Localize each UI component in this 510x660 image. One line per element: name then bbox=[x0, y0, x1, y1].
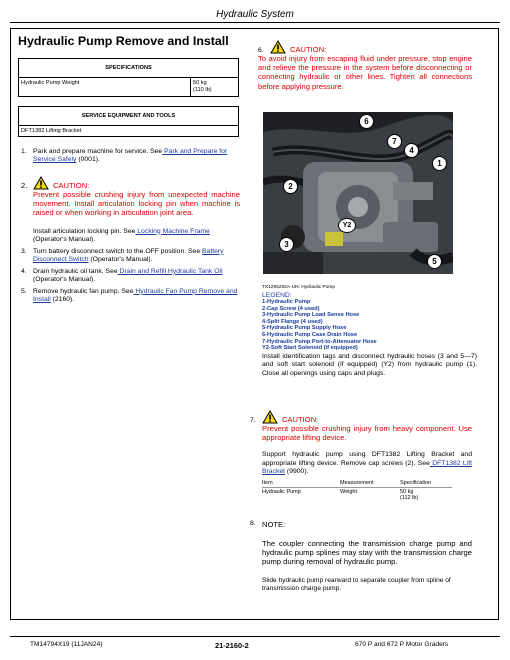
legend-item: 1-Hydraulic Pump bbox=[262, 299, 311, 305]
col-header: Item bbox=[262, 479, 273, 486]
step-3 bbox=[18, 248, 240, 264]
link-drain-refill[interactable]: Drain and Refill Hydraulic Tank Oil bbox=[117, 267, 223, 275]
step-text: Install articulation locking pin. See bbox=[33, 227, 136, 235]
figure-legend-block bbox=[262, 285, 477, 378]
hydraulic-pump-photo bbox=[263, 112, 453, 274]
col-header: Specification bbox=[400, 479, 432, 486]
step-number: 3. bbox=[21, 247, 27, 255]
legend-title: LEGEND: bbox=[262, 292, 292, 299]
link-park-prepare[interactable]: Park and Prepare for Service Safely bbox=[33, 148, 228, 163]
callout-3: 3 bbox=[279, 237, 294, 252]
step-text: Support hydraulic pump using DFT1382 Lifting Bracket and appropriate lifting device. Remove cap screws (2). See bbox=[262, 451, 472, 467]
table-header-row bbox=[262, 479, 452, 488]
footer-page-number: 21-2160-2 bbox=[215, 641, 249, 650]
specifications-heading: SPECIFICATIONS bbox=[19, 59, 238, 78]
header-divider bbox=[10, 22, 500, 23]
legend-item: 4-Split Flange (4 used) bbox=[262, 318, 323, 325]
step-7-text bbox=[250, 451, 472, 476]
step-8-text: Slide hydraulic pump rearward to separate coupler from spline of transmission charge pump. bbox=[262, 576, 451, 593]
legend-item: 6-Hydraulic Pump Case Drain Hose bbox=[262, 331, 358, 338]
link-lift-bracket[interactable]: DFT1382 Lift Bracket bbox=[262, 459, 472, 476]
caution-label: CAUTION: bbox=[290, 45, 327, 54]
legend-item: 7-Hydraulic Pump Port-to-Attenuator Hose bbox=[262, 338, 377, 345]
warning-icon bbox=[270, 40, 286, 54]
callout-4: 4 bbox=[404, 143, 419, 158]
note-text: The coupler connecting the transmission charge pump and hydraulic pump splines may stay with the transmission charge pump during removal of hydraulic pump. bbox=[262, 539, 472, 567]
left-column bbox=[18, 34, 240, 304]
caution-text: Prevent possible crushing injury from unexpected machine movement. Install articulation locking pin when machine is raised or when working in articulation joint area. bbox=[33, 190, 240, 218]
callout-y2: Y2 bbox=[338, 218, 356, 233]
step-text: (9900). bbox=[285, 468, 309, 476]
step-number: 6. bbox=[258, 47, 264, 54]
callout-6: 6 bbox=[359, 114, 374, 129]
tool-label: DFT1382 Lifting Bracket bbox=[21, 128, 82, 134]
step-text: (2160). bbox=[50, 295, 75, 303]
table-row bbox=[19, 78, 238, 96]
step-6-text: Install identification tags and disconnect hydraulic hoses (3 and 5—7) and soft start solenoid (if equipped) (Y2) from hydraulic pump (1). Close all openings using caps and plugs. bbox=[262, 352, 477, 377]
page-title: Hydraulic Pump Remove and Install bbox=[18, 34, 229, 48]
legend-item: 5-Hydraulic Pump Supply Hose bbox=[262, 325, 347, 332]
cell-spec bbox=[400, 487, 452, 502]
step-text: (Operator's Manual). bbox=[33, 275, 96, 283]
col-header: Measurement bbox=[340, 479, 374, 486]
step-text: Turn battery disconnect switch to the OFF position. See bbox=[33, 247, 201, 255]
step-number: 5. bbox=[21, 287, 27, 295]
caution-header bbox=[258, 40, 472, 54]
step-text: Drain hydraulic oil tank. See bbox=[33, 267, 118, 275]
step-5 bbox=[18, 288, 240, 304]
step-number: 4. bbox=[21, 267, 27, 275]
step-1 bbox=[18, 148, 240, 164]
caution-header bbox=[21, 176, 240, 190]
step-7 bbox=[250, 410, 472, 502]
spec-imperial: (112 lb) bbox=[400, 494, 419, 501]
spec-metric: 50 kg bbox=[400, 488, 414, 495]
steps-left bbox=[18, 148, 240, 304]
callout-7: 7 bbox=[387, 134, 402, 149]
step-text: Remove hydraulic fan pump. See bbox=[33, 287, 134, 295]
cell-measurement: Weight bbox=[340, 488, 358, 495]
step-text-block bbox=[33, 228, 240, 244]
caution-label: CAUTION: bbox=[53, 181, 90, 190]
warning-icon bbox=[33, 176, 49, 190]
spec-value bbox=[191, 78, 238, 96]
caution-text: Prevent possible crushing injury from heavy component. Use appropriate lifting device. bbox=[262, 424, 472, 443]
step-text: (Operator's Manual). bbox=[33, 235, 96, 243]
caution-text: To avoid injury from escaping fluid under pressure, stop engine and relieve the pressure in the system before disconnecting or connecting hydraulic or other lines. Tighten all connections before applying pressure. bbox=[258, 54, 472, 91]
caution-header bbox=[250, 410, 472, 424]
step-2 bbox=[18, 176, 240, 244]
step-6-caution bbox=[258, 40, 472, 91]
legend-list bbox=[262, 299, 477, 352]
step-number: 1. bbox=[21, 148, 27, 155]
callout-1: 1 bbox=[432, 156, 447, 171]
legend-item: 3-Hydraulic Pump Load Sense Hose bbox=[262, 312, 360, 319]
measurement-table bbox=[262, 479, 452, 502]
step-number: 2. bbox=[21, 181, 28, 190]
footer-doc-id: TM14794X19 (11JAN24) bbox=[30, 641, 103, 648]
step-8 bbox=[250, 520, 472, 593]
caution-label: CAUTION: bbox=[282, 415, 319, 424]
cell-item: Hydraulic Pump bbox=[262, 488, 301, 495]
spec-value-metric: 50 kg bbox=[193, 80, 207, 86]
callout-5: 5 bbox=[427, 254, 442, 269]
footer-model: 670 P and 672 P Motor Graders bbox=[355, 641, 449, 648]
step-text: (Operator's Manual). bbox=[88, 255, 153, 263]
step-text: (0001). bbox=[76, 156, 100, 163]
spec-label: Hydraulic Pump Weight bbox=[19, 78, 191, 96]
tools-heading: SERVICE EQUIPMENT AND TOOLS bbox=[19, 107, 238, 126]
link-locking-frame[interactable]: Locking Machine Frame bbox=[135, 227, 210, 235]
step-number: 7. bbox=[250, 417, 256, 424]
step-text: Park and prepare machine for service. See bbox=[33, 148, 163, 155]
footer-divider bbox=[10, 636, 500, 637]
legend-item: 2-Cap Screw (4 used) bbox=[262, 305, 320, 312]
warning-icon bbox=[262, 410, 278, 424]
note-label: NOTE: bbox=[262, 520, 286, 529]
step-4 bbox=[18, 268, 240, 284]
note-header bbox=[250, 520, 472, 529]
link-fan-pump[interactable]: Hydraulic Fan Pump Remove and Install bbox=[33, 287, 238, 303]
section-header: Hydraulic System bbox=[216, 9, 294, 20]
link-battery-disconnect[interactable]: Battery Disconnect Switch bbox=[33, 247, 224, 263]
table-row bbox=[262, 487, 452, 502]
legend-item: Y2-Soft Start Solenoid (if equipped) bbox=[262, 345, 358, 352]
callout-2: 2 bbox=[283, 179, 298, 194]
spec-value-imperial: (110 lb) bbox=[193, 87, 212, 93]
tools-table bbox=[18, 106, 239, 137]
specifications-table bbox=[18, 58, 239, 97]
table-row bbox=[19, 126, 238, 136]
step-number: 8. bbox=[250, 520, 256, 527]
figure-caption: TX1295282A-UN: Hydraulic Pump bbox=[262, 285, 336, 290]
